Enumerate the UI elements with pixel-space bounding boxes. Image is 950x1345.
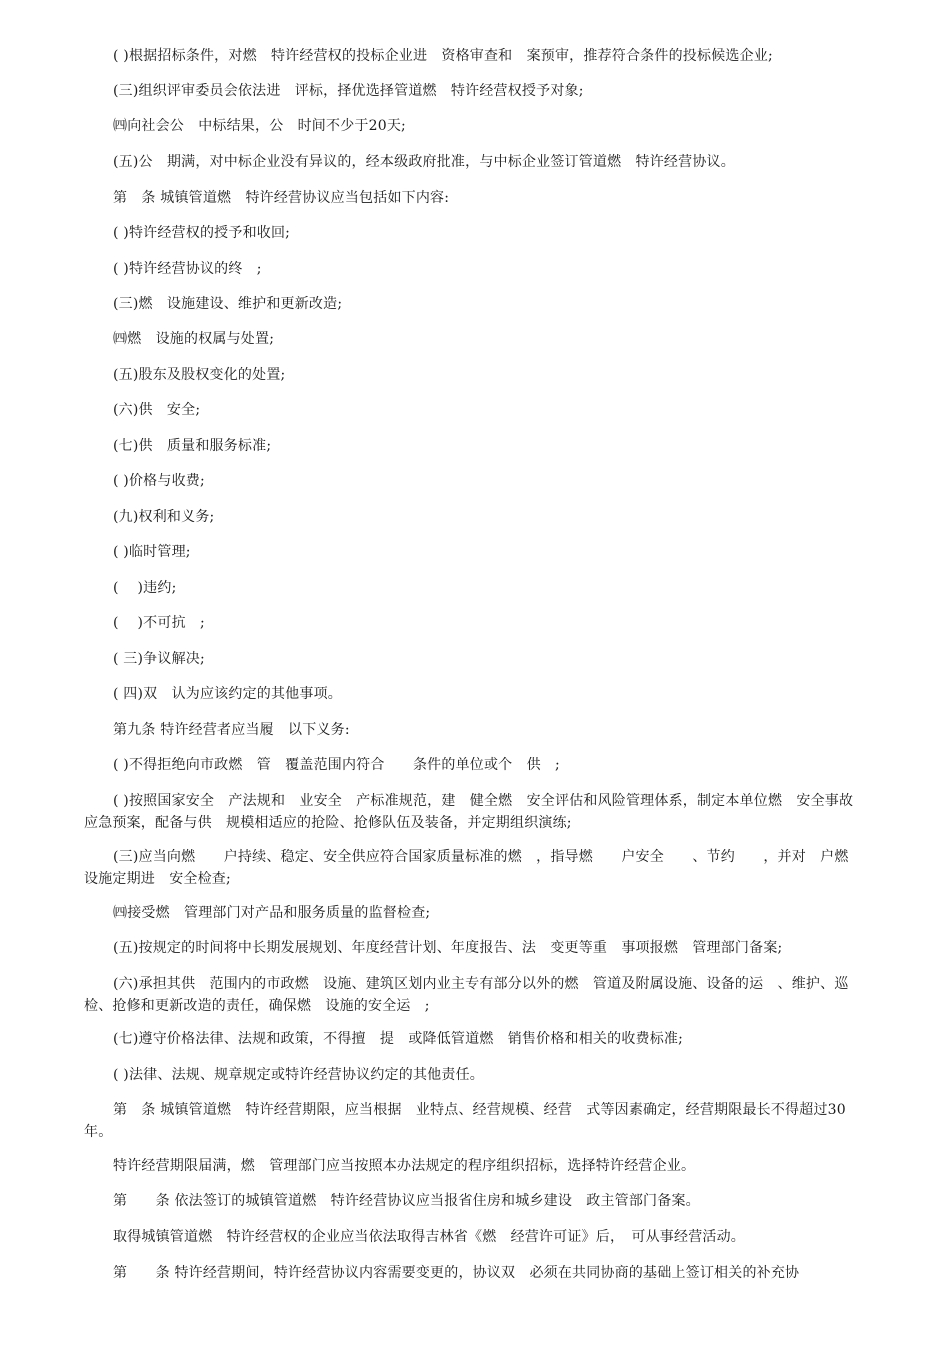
article-heading: 第九条 特许经营者应当履 以下义务: bbox=[113, 722, 350, 738]
article-heading: 第 条 特许经营期间，特许经营协议内容需要变更的，协议双 必须在共同协商的基础上签订相关的补充协 bbox=[113, 1265, 800, 1281]
paragraph: (五)股东及股权变化的处置; bbox=[113, 367, 286, 383]
paragraph: (五)按规定的时间将中长期发展规划、年度经营计划、年度报告、法 变更等重 事项报燃 管理部门备案; bbox=[113, 940, 783, 956]
paragraph: ( )按照国家安全 产法规和 业安全 产标准规范，建 健全燃 安全评估和风险管理体系，制定本单位燃 安全事故应急预案，配备与供 规模相适应的抢险、抢修队伍及装备，并定期组织演练; bbox=[84, 793, 854, 831]
paragraph: ( )价格与收费; bbox=[113, 473, 205, 489]
article-heading: 第 条 依法签订的城镇管道燃 特许经营协议应当报省住房和城乡建设 政主管部门备案。 bbox=[113, 1193, 700, 1209]
paragraph: ( )特许经营协议的终 ; bbox=[113, 261, 262, 277]
paragraph: ㈣燃 设施的权属与处置; bbox=[113, 331, 275, 347]
paragraph: 取得城镇管道燃 特许经营权的企业应当依法取得吉林省《燃 经营许可证》后， 可从事经营活动。 bbox=[113, 1229, 745, 1245]
paragraph: ( 三)争议解决; bbox=[113, 651, 205, 667]
paragraph: ( )特许经营权的授予和收回; bbox=[113, 225, 291, 241]
paragraph: ( )根据招标条件，对燃 特许经营权的投标企业进 资格审查和 案预审，推荐符合条件的投标候选企业; bbox=[113, 48, 773, 64]
paragraph: ( )法律、法规、规章规定或特许经营协议约定的其他责任。 bbox=[113, 1067, 484, 1083]
paragraph: (三)燃 设施建设、维护和更新改造; bbox=[113, 296, 343, 312]
paragraph: ( )不得拒绝向市政燃 管 覆盖范围内符合 条件的单位或个 供 ; bbox=[113, 757, 560, 773]
paragraph: ( )不可抗 ; bbox=[113, 615, 205, 631]
paragraph: (九)权利和义务; bbox=[113, 509, 215, 525]
paragraph: ( )临时管理; bbox=[113, 544, 191, 560]
paragraph: (六)供 安全; bbox=[113, 402, 201, 418]
paragraph: ㈣接受燃 管理部门对产品和服务质量的监督检查; bbox=[113, 905, 431, 921]
paragraph: 特许经营期限届满，燃 管理部门应当按照本办法规定的程序组织招标，选择特许经营企业。 bbox=[113, 1158, 696, 1174]
paragraph: (七)遵守价格法律、法规和政策，不得擅 提 或降低管道燃 销售价格和相关的收费标准; bbox=[113, 1031, 684, 1047]
paragraph: ( )违约; bbox=[113, 580, 177, 596]
article-heading: 第 条 城镇管道燃 特许经营期限，应当根据 业特点、经营规模、经营 式等因素确定，经营期限最长不得超过30年。 bbox=[84, 1102, 846, 1140]
article-heading: 第 条 城镇管道燃 特许经营协议应当包括如下内容: bbox=[113, 190, 450, 206]
paragraph: (六)承担其供 范围内的市政燃 设施、建筑区划内业主专有部分以外的燃 管道及附属设施、设备的运 、维护、巡检、抢修和更新改造的责任，确保燃 设施的安全运 ; bbox=[84, 976, 849, 1014]
paragraph: (五)公 期满，对中标企业没有异议的，经本级政府批准，与中标企业签订管道燃 特许经营协议。 bbox=[113, 154, 735, 170]
paragraph: (三)组织评审委员会依法进 评标，择优选择管道燃 特许经营权授予对象; bbox=[113, 83, 584, 99]
paragraph: ( 四)双 认为应该约定的其他事项。 bbox=[113, 686, 342, 702]
paragraph: (三)应当向燃 户持续、稳定、安全供应符合国家质量标准的燃 ，指导燃 户安全 、节约 ，并对 户燃 设施定期进 安全检查; bbox=[84, 849, 863, 887]
paragraph: (七)供 质量和服务标准; bbox=[113, 438, 272, 454]
paragraph: ㈣向社会公 中标结果，公 时间不少于20天; bbox=[113, 118, 406, 134]
